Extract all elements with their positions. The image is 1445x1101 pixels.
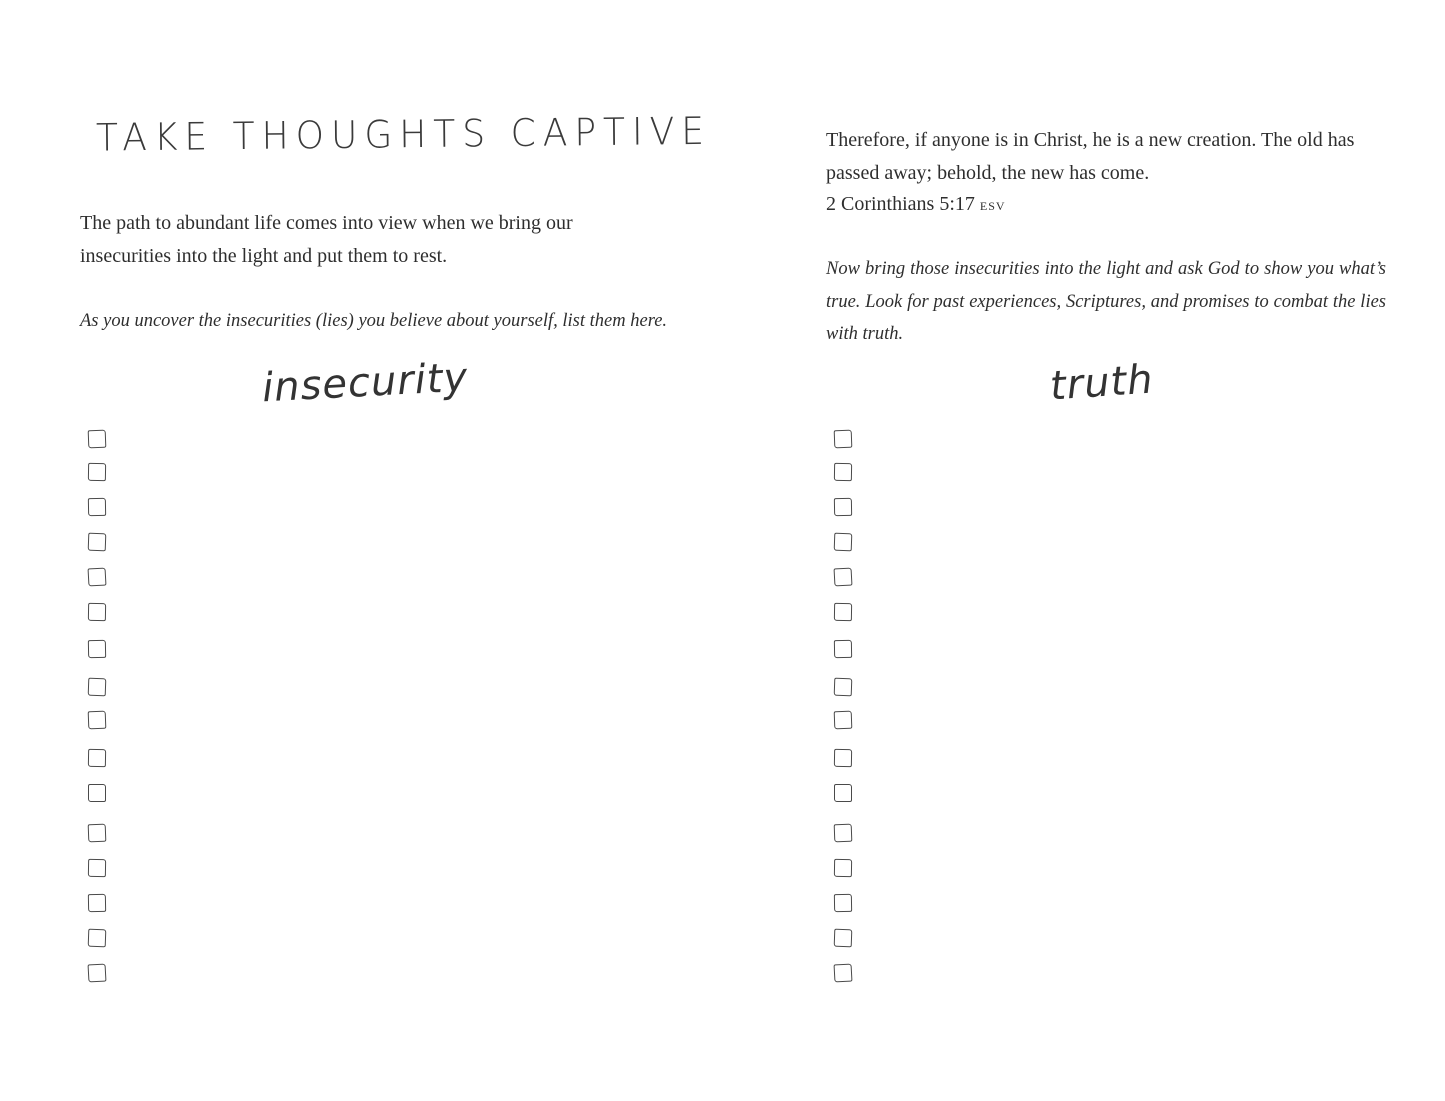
checkbox-icon[interactable] [88,533,107,552]
checkbox-icon[interactable] [88,859,106,877]
checkbox-icon[interactable] [834,824,853,843]
instruction-text: Now bring those insecurities into the light and ask God to show you what’s true. Look for past experiences, Scriptures, and promises to combat the lies with truth. [826,259,1386,344]
checkbox-icon[interactable] [834,749,852,767]
checkbox-icon[interactable] [88,749,106,767]
right-page [722,0,1445,1101]
checkbox-icon[interactable] [88,640,106,658]
checkbox-icon[interactable] [834,640,852,658]
checklist-item[interactable] [88,533,108,553]
checklist-item[interactable] [834,784,854,804]
checklist-item[interactable] [834,824,854,844]
checkbox-icon[interactable] [834,964,853,983]
checkbox-icon[interactable] [88,678,107,697]
checkbox-icon[interactable] [88,430,107,449]
checklist-item[interactable] [88,430,108,450]
checkbox-icon[interactable] [834,894,852,912]
checkbox-icon[interactable] [834,498,852,516]
instruction-text: As you uncover the insecurities (lies) you believe about yourself, list them here. [80,311,668,331]
checklist-item[interactable] [88,929,108,949]
reference-text: 2 Corinthians 5:17 [826,193,975,215]
checklist-item[interactable] [88,463,108,483]
checklist-item[interactable] [834,964,854,984]
checkbox-icon[interactable] [834,463,852,481]
checklist-item[interactable] [88,603,108,623]
checklist-item[interactable] [88,784,108,804]
page-title: TAKE THOUGHTS CAPTIVE [95,110,712,161]
checklist-item[interactable] [88,640,108,660]
checkbox-icon[interactable] [88,463,106,481]
checkbox-icon[interactable] [834,678,853,697]
checklist-item[interactable] [88,749,108,769]
checkbox-icon[interactable] [88,894,106,912]
checklist-item[interactable] [88,964,108,984]
intro-paragraph: The path to abundant life comes into view when we bring our insecurities into the light and put them to rest. [80,212,573,267]
checkbox-icon[interactable] [88,498,106,516]
checklist-item[interactable] [834,568,854,588]
checklist-item[interactable] [834,711,854,731]
checkbox-icon[interactable] [834,784,852,802]
checklist-item[interactable] [834,498,854,518]
checklist-item[interactable] [88,568,108,588]
checklist-item[interactable] [834,463,854,483]
checkbox-icon[interactable] [88,964,107,983]
checklist-item[interactable] [88,859,108,879]
checkbox-icon[interactable] [88,711,107,730]
checkbox-icon[interactable] [88,824,107,843]
checkbox-icon[interactable] [834,568,853,587]
checklist-item[interactable] [834,603,854,623]
scripture-verse: Therefore, if anyone is in Christ, he is a new creation. The old has passed away; behold, the new has come. [826,129,1355,184]
checkbox-icon[interactable] [88,784,106,802]
checklist-item[interactable] [88,824,108,844]
truth-column-heading: truth [1048,356,1155,410]
checkbox-icon[interactable] [834,859,852,877]
bible-version: esv [979,195,1006,214]
checkbox-icon[interactable] [88,568,107,587]
checklist-item[interactable] [834,929,854,949]
checklist-item[interactable] [834,640,854,660]
checkbox-icon[interactable] [834,430,853,449]
checkbox-icon[interactable] [834,929,853,948]
checkbox-icon[interactable] [834,533,853,552]
checklist-item[interactable] [834,533,854,553]
checkbox-icon[interactable] [834,711,853,730]
left-page [0,0,722,1101]
checklist-item[interactable] [88,498,108,518]
scripture-reference [826,188,1386,222]
checklist-item[interactable] [88,711,108,731]
checkbox-icon[interactable] [88,603,106,621]
checkbox-icon[interactable] [88,929,107,948]
checklist-item[interactable] [834,859,854,879]
checklist-item[interactable] [834,430,854,450]
checklist-item[interactable] [834,894,854,914]
checklist-item[interactable] [88,894,108,914]
checklist-item[interactable] [88,678,108,698]
checklist-item[interactable] [834,749,854,769]
checkbox-icon[interactable] [834,603,852,621]
checklist-item[interactable] [834,678,854,698]
insecurity-column-heading: insecurity [260,354,470,412]
